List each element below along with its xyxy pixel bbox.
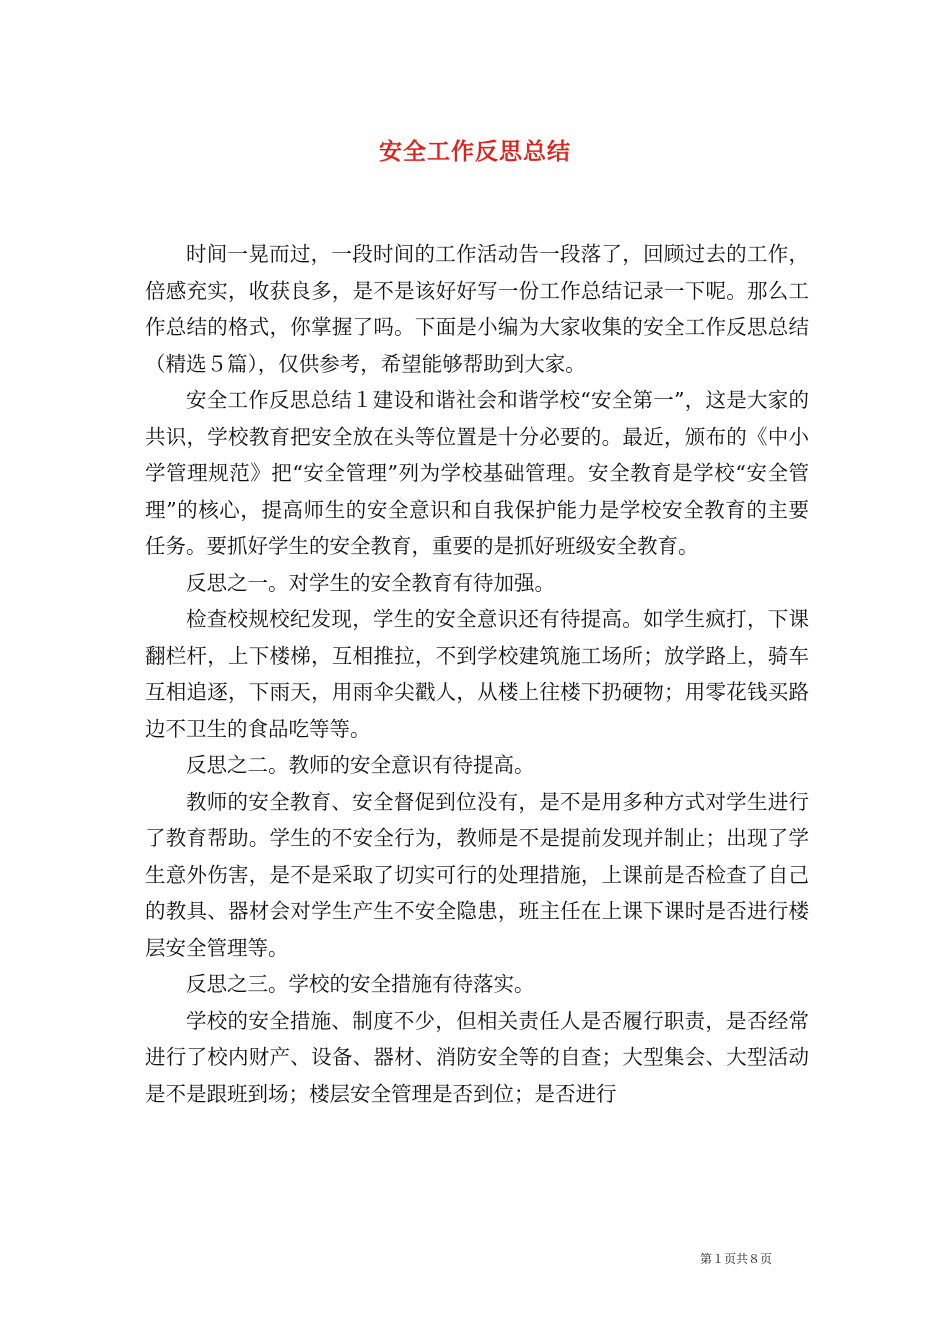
document-body <box>145 236 809 1112</box>
paragraph-intro: 时间一晃而过，一段时间的工作活动告一段落了，回顾过去的工作，倍感充实，收获良多，是不是该好好写一份工作总结记录一下呢。那么工作总结的格式，你掌握了吗。下面是小编为大家收集的安全工作反思总结（精选５篇），仅供参考，希望能够帮助到大家。 <box>145 242 809 376</box>
paragraph-reflection-2-body: 教师的安全教育、安全督促到位没有，是不是用多种方式对学生进行了教育帮助。学生的不安全行为，教师是不是提前发现并制止；出现了学生意外伤害，是不是采取了切实可行的处理措施，上课前是否检查了自己的教具、器材会对学生产生不安全隐患，班主任在上课下课时是否进行楼层安全管理等。 <box>145 789 809 960</box>
paragraph-1: 安全工作反思总结１建设和谐社会和谐学校“安全第一”，这是大家的共识，学校教育把安全放在头等位置是十分必要的。最近，颁布的《中小学管理规范》把“安全管理”列为学校基础管理。安全教育是学校“安全管理”的核心，提高师生的安全意识和自我保护能力是学校安全教育的主要任务。要抓好学生的安全教育，重要的是抓好班级安全教育。 <box>145 388 809 558</box>
paragraph-reflection-3-body: 学校的安全措施、制度不少，但相关责任人是否履行职责，是否经常进行了校内财产、设备、器材、消防安全等的自查；大型集会、大型活动是不是跟班到场；楼层安全管理是否到位；是否进行 <box>145 1008 809 1106</box>
paragraph-reflection-1-heading: 反思之一。对学生的安全教育有待加强。 <box>186 570 555 595</box>
document-title: 安全工作反思总结 <box>379 138 571 165</box>
paragraph-reflection-3-heading: 反思之三。学校的安全措施有待落实。 <box>186 972 535 996</box>
paragraph-reflection-2-heading: 反思之二。教师的安全意识有待提高。 <box>186 753 535 777</box>
paragraph-reflection-1-body: 检查校规校纪发现，学生的安全意识还有待提高。如学生疯打，下课翻栏杆，上下楼梯，互相推拉，不到学校建筑施工场所；放学路上，骑车互相追逐，下雨天，用雨伞尖戳人，从楼上往楼下扔硬物；用零花钱买路边不卫生的食品吃等等。 <box>145 607 809 741</box>
page-number-footer: 第１页共８页 <box>700 1252 773 1266</box>
